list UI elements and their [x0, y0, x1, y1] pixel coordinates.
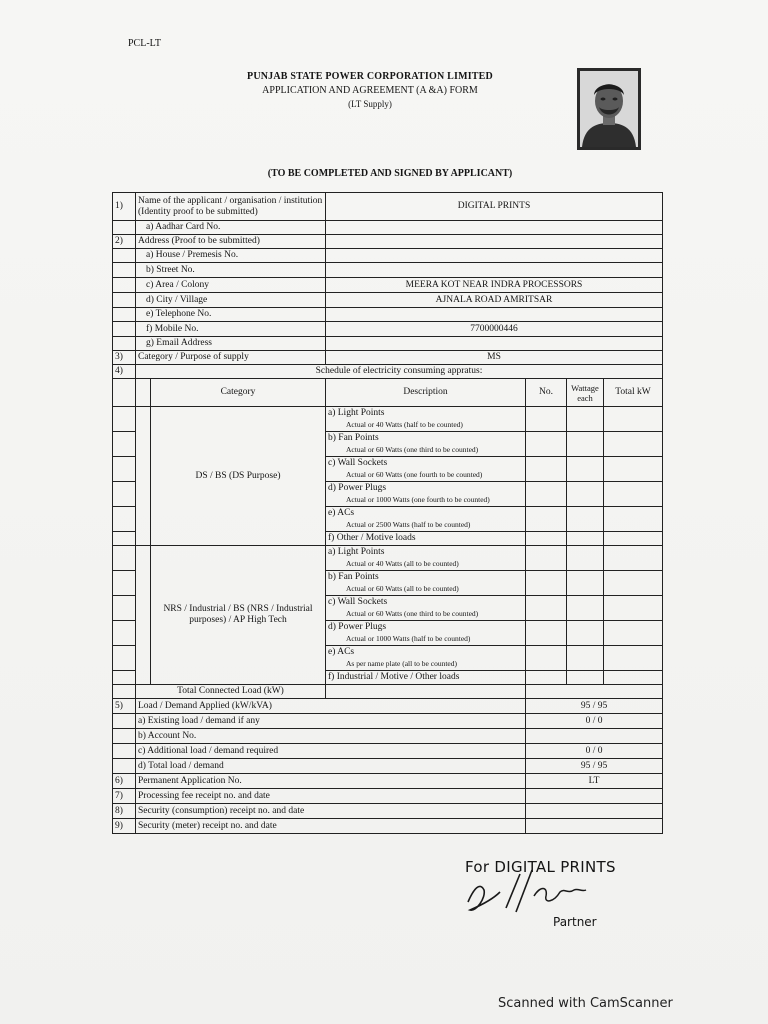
name-value: DIGITAL PRINTS: [326, 193, 663, 221]
processing-fee-label: Processing fee receipt no. and date: [136, 789, 526, 804]
ds-item: e) ACs Actual or 2500 Watts (half to be counted): [326, 507, 526, 532]
additional-load-label: c) Additional load / demand required: [136, 744, 526, 759]
nrs-item: e) ACs As per name plate (all to be counted): [326, 646, 526, 671]
portrait-image: [580, 71, 638, 147]
schedule-label: Schedule of electricity consuming appratus:: [136, 365, 663, 379]
applicant-name-row: 1) Name of the applicant / organisation / institution (Identity proof to be submitted) DIGITAL PRINTS: [113, 193, 663, 221]
house-label: a) House / Premesis No.: [136, 249, 326, 263]
nrs-item: f) Industrial / Motive / Other loads: [326, 671, 526, 685]
area-label: c) Area / Colony: [136, 278, 326, 293]
total-load-value: 95 / 95: [526, 759, 663, 774]
mobile-label: f) Mobile No.: [136, 322, 326, 337]
applicant-photo: [577, 68, 641, 150]
scanner-watermark: Scanned with CamScanner: [498, 996, 673, 1011]
application-form-table: 1) Name of the applicant / organisation / institution (Identity proof to be submitted) DIGITAL PRINTS a) Aadhar Card No. 2) Address (Proof to be submitted) a) House / Premesis No. b) Street No. c) Area / Colony MEERA KOT NEAR INDRA PROCESSORS d) City / Village AJNALA ROAD AMRITSAR e) Telephone No. f) Mobile No. 7700000446 g) Email Address 3) Category / Purpose of supply MS 4) Schedule of electricity consuming appratus: Category Description No. Wattage each Total kW DS / BS (DS Purpose) a) Light Points Actual or 40 Watts (half to be counted) b) Fan Points Actual or 60 Watts (one third to be counted) c) Wall Sockets Actual or 60 Watts (one fourth to be counted) d) Power Plugs Actual or 1000 Watts (one fourth to be counted) e) ACs Actual or 2500 Watts (half to be counted) f) Other / Motive loads NRS / Industrial / BS (NRS / Industrial purposes) / AP High Tech a) Light Points Actual or 40 Watts (all to be counted) b) Fan Points Actual or 60 Watts (all to be counted) c) Wall Sockets Actual or 60 Watts (one third to be counted) d) Power Plugs Actual or 1000 Watts (half to be counted) e) ACs As per name plate (all to be counted) f) Industrial / Motive / Other loads Total Connected Load (kW) 5) Load / Demand Applied (kW/kVA) 95 / 95 a) Existing load / demand if any 0 / 0 b) Account No. c) Additional load / demand required 0 / 0 d) Total load / demand 95 / 95 6) Permanent Application No. LT 7) Processing fee receipt no. and date 8) Security (consumption) receipt no. and date 9) Security (meter) receipt no. and date: [112, 192, 663, 834]
nrs-category: NRS / Industrial / BS (NRS / Industrial purposes) / AP High Tech: [151, 546, 326, 685]
nrs-item: d) Power Plugs Actual or 1000 Watts (half to be counted): [326, 621, 526, 646]
city-label: d) City / Village: [136, 293, 326, 308]
address-label: Address (Proof to be submitted): [136, 235, 326, 249]
nrs-item: a) Light Points Actual or 40 Watts (all to be counted): [326, 546, 526, 571]
area-value: MEERA KOT NEAR INDRA PROCESSORS: [326, 278, 663, 293]
ds-item: a) Light Points Actual or 40 Watts (half to be counted): [326, 407, 526, 432]
email-label: g) Email Address: [136, 337, 326, 351]
ds-item: b) Fan Points Actual or 60 Watts (one third to be counted): [326, 432, 526, 457]
col-category: Category: [151, 379, 326, 407]
schedule-header-row: [113, 379, 663, 407]
existing-load-label: a) Existing load / demand if any: [136, 714, 526, 729]
document-code: PCL-LT: [128, 38, 161, 49]
load-applied-value: 95 / 95: [526, 699, 663, 714]
supply-type: (LT Supply): [348, 99, 392, 109]
total-connected-load: Total Connected Load (kW): [136, 685, 326, 699]
signature-role: Partner: [553, 915, 597, 929]
load-applied-label: Load / Demand Applied (kW/kVA): [136, 699, 526, 714]
permanent-app-label: Permanent Application No.: [136, 774, 526, 789]
aadhar-value: [326, 221, 663, 235]
security-meter-label: Security (meter) receipt no. and date: [136, 819, 526, 834]
category-value: MS: [326, 351, 663, 365]
col-total-kw: Total kW: [604, 379, 663, 407]
security-consumption-label: Security (consumption) receipt no. and date: [136, 804, 526, 819]
existing-load-value: 0 / 0: [526, 714, 663, 729]
street-label: b) Street No.: [136, 263, 326, 278]
ds-item: c) Wall Sockets Actual or 60 Watts (one fourth to be counted): [326, 457, 526, 482]
col-no: No.: [526, 379, 567, 407]
form-title: APPLICATION AND AGREEMENT (A &A) FORM: [262, 85, 478, 96]
ds-item: f) Other / Motive loads: [326, 532, 526, 546]
account-no-label: b) Account No.: [136, 729, 526, 744]
col-description: Description: [326, 379, 526, 407]
name-label: Name of the applicant / organisation / institution (Identity proof to be submitted): [136, 193, 326, 221]
ds-row: [113, 407, 663, 432]
aadhar-label: a) Aadhar Card No.: [136, 221, 326, 235]
mobile-value: 7700000446: [326, 322, 663, 337]
permanent-app-value: LT: [526, 774, 663, 789]
signature-org: For DIGITAL PRINTS: [465, 858, 616, 876]
signature-block: [450, 858, 620, 948]
telephone-label: e) Telephone No.: [136, 308, 326, 322]
city-value: AJNALA ROAD AMRITSAR: [326, 293, 663, 308]
category-label: Category / Purpose of supply: [136, 351, 326, 365]
nrs-item: b) Fan Points Actual or 60 Watts (all to be counted): [326, 571, 526, 596]
total-load-label: d) Total load / demand: [136, 759, 526, 774]
ds-category: DS / BS (DS Purpose): [151, 407, 326, 546]
organisation-name: PUNJAB STATE POWER CORPORATION LIMITED: [247, 71, 493, 82]
nrs-item: c) Wall Sockets Actual or 60 Watts (one third to be counted): [326, 596, 526, 621]
completion-instruction: (TO BE COMPLETED AND SIGNED BY APPLICANT): [267, 168, 513, 179]
additional-load-value: 0 / 0: [526, 744, 663, 759]
ds-item: d) Power Plugs Actual or 1000 Watts (one fourth to be counted): [326, 482, 526, 507]
col-wattage: Wattage each: [567, 379, 604, 407]
nrs-row: [113, 546, 663, 571]
